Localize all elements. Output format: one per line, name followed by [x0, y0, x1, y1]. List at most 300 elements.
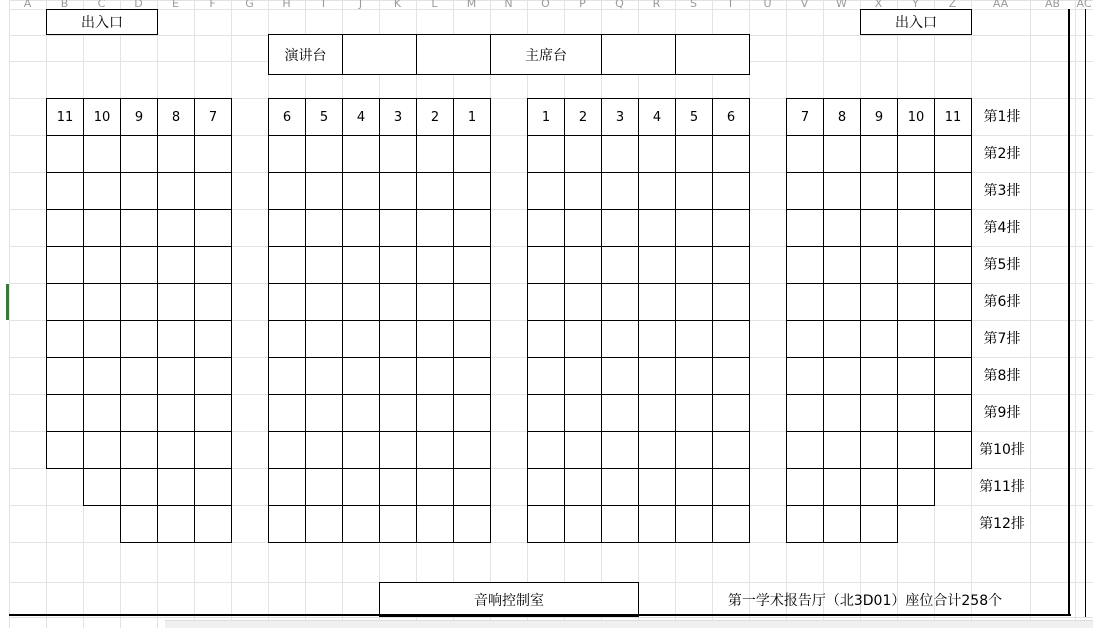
column-header-ab[interactable]: AB: [1044, 0, 1061, 9]
seat-cell: [342, 468, 380, 506]
seat-cell: [601, 135, 639, 173]
seat-cell: [120, 468, 158, 506]
gridline-vertical: [1030, 0, 1031, 628]
seat-cell: [268, 320, 306, 358]
seat-cell: [786, 357, 824, 395]
seat-cell: [897, 135, 935, 173]
row-label: 第11排: [979, 479, 1025, 495]
row-header[interactable]: [0, 260, 9, 268]
seat-cell: [305, 209, 343, 247]
seat-cell: [416, 394, 454, 432]
seat-cell: [120, 283, 158, 321]
seat-number-header: 6: [712, 98, 750, 136]
seat-cell: [120, 394, 158, 432]
seat-cell: [601, 357, 639, 395]
seat-cell: [342, 505, 380, 543]
seat-cell: [860, 320, 898, 358]
seat-cell: [897, 357, 935, 395]
seat-cell: [453, 320, 491, 358]
seat-cell: [416, 246, 454, 284]
seat-cell: [453, 172, 491, 210]
seat-cell: [157, 505, 195, 543]
row-header[interactable]: [0, 297, 9, 305]
seat-cell: [823, 135, 861, 173]
lectern-label: 演讲台: [284, 47, 327, 64]
seat-cell: [46, 394, 84, 432]
seat-cell: [46, 357, 84, 395]
seat-cell: [305, 135, 343, 173]
row-header[interactable]: [0, 14, 9, 22]
seat-number-header: 6: [268, 98, 306, 136]
seat-cell: [379, 431, 417, 469]
seat-cell: [860, 172, 898, 210]
seat-cell: [934, 431, 972, 469]
seat-cell: [712, 468, 750, 506]
seat-cell: [712, 246, 750, 284]
seat-cell: [157, 431, 195, 469]
seat-cell: [157, 246, 195, 284]
lectern-box: [268, 34, 343, 75]
seat-cell: [268, 468, 306, 506]
seat-cell: [379, 468, 417, 506]
seat-cell: [194, 357, 232, 395]
stage-cell: [416, 34, 491, 75]
seat-number-header: 3: [601, 98, 639, 136]
row-label: 第12排: [979, 516, 1025, 532]
seat-cell: [860, 357, 898, 395]
seat-cell: [305, 357, 343, 395]
seat-cell: [453, 357, 491, 395]
row-label: 第3排: [983, 183, 1021, 199]
seat-cell: [342, 394, 380, 432]
seat-cell: [675, 505, 713, 543]
seat-cell: [527, 394, 565, 432]
seat-cell: [268, 209, 306, 247]
row-label: 第10排: [979, 442, 1025, 458]
entrance-right: [860, 9, 972, 35]
row-header[interactable]: [0, 75, 9, 83]
seat-cell: [601, 505, 639, 543]
seat-cell: [897, 172, 935, 210]
seat-cell: [934, 246, 972, 284]
seat-cell: [46, 172, 84, 210]
seat-cell: [823, 209, 861, 247]
seat-cell: [897, 394, 935, 432]
seat-cell: [46, 135, 84, 173]
column-header-r[interactable]: R: [652, 0, 661, 9]
seat-cell: [675, 283, 713, 321]
seat-cell: [786, 209, 824, 247]
seat-cell: [453, 431, 491, 469]
seat-cell: [712, 394, 750, 432]
seat-cell: [453, 468, 491, 506]
seat-cell: [83, 246, 121, 284]
seat-cell: [194, 431, 232, 469]
seat-number-header: 1: [453, 98, 491, 136]
seat-cell: [712, 172, 750, 210]
seat-cell: [527, 468, 565, 506]
seat-cell: [194, 394, 232, 432]
seat-cell: [268, 394, 306, 432]
seat-cell: [416, 172, 454, 210]
seat-cell: [416, 468, 454, 506]
seat-cell: [601, 431, 639, 469]
seat-cell: [934, 172, 972, 210]
seat-cell: [564, 320, 602, 358]
seat-cell: [83, 431, 121, 469]
column-header-w[interactable]: W: [836, 0, 847, 9]
column-header-b[interactable]: B: [60, 0, 69, 9]
seat-number-header: 1: [527, 98, 565, 136]
seat-cell: [934, 394, 972, 432]
column-header-s[interactable]: S: [690, 0, 697, 9]
seat-cell: [379, 320, 417, 358]
seat-cell: [786, 283, 824, 321]
seat-cell: [453, 283, 491, 321]
seat-cell: [268, 246, 306, 284]
seat-cell: [823, 505, 861, 543]
column-header-z[interactable]: Z: [948, 0, 957, 9]
seat-number-header: 11: [934, 98, 972, 136]
column-header-y[interactable]: Y: [912, 0, 919, 9]
seat-cell: [601, 394, 639, 432]
row-header[interactable]: [0, 112, 9, 120]
seat-cell: [416, 505, 454, 543]
seat-cell: [120, 505, 158, 543]
seat-cell: [786, 246, 824, 284]
seat-cell: [46, 431, 84, 469]
column-header-j[interactable]: J: [358, 0, 363, 9]
seat-cell: [786, 505, 824, 543]
seat-cell: [268, 357, 306, 395]
seat-number-header: 8: [157, 98, 195, 136]
seat-cell: [453, 505, 491, 543]
seat-cell: [120, 135, 158, 173]
seat-cell: [83, 357, 121, 395]
column-header-d[interactable]: D: [134, 0, 143, 9]
seat-cell: [46, 320, 84, 358]
seat-cell: [120, 172, 158, 210]
stage-cell: [342, 34, 417, 75]
seat-cell: [638, 209, 676, 247]
seat-number-header: 9: [120, 98, 158, 136]
seat-cell: [897, 283, 935, 321]
seat-cell: [786, 468, 824, 506]
control-room-box: [379, 582, 639, 617]
seat-cell: [601, 246, 639, 284]
seat-cell: [120, 357, 158, 395]
column-header-c[interactable]: C: [97, 0, 106, 9]
column-header-t[interactable]: T: [727, 0, 734, 9]
gridline-vertical: [9, 0, 10, 628]
seat-cell: [601, 468, 639, 506]
seat-cell: [157, 209, 195, 247]
seat-cell: [416, 135, 454, 173]
seat-cell: [342, 209, 380, 247]
seat-cell: [564, 246, 602, 284]
row-header[interactable]: [0, 223, 9, 231]
seat-cell: [860, 135, 898, 173]
seat-cell: [342, 283, 380, 321]
seat-cell: [194, 283, 232, 321]
seat-cell: [83, 320, 121, 358]
seat-cell: [305, 172, 343, 210]
seat-cell: [564, 505, 602, 543]
seat-cell: [157, 135, 195, 173]
seat-cell: [823, 468, 861, 506]
seat-cell: [527, 246, 565, 284]
seat-cell: [934, 283, 972, 321]
seat-cell: [453, 246, 491, 284]
seat-cell: [934, 209, 972, 247]
seat-cell: [675, 172, 713, 210]
seat-cell: [157, 172, 195, 210]
seat-cell: [860, 209, 898, 247]
seat-cell: [638, 172, 676, 210]
border-bottom: [9, 614, 1071, 616]
seat-cell: [379, 209, 417, 247]
seat-cell: [379, 246, 417, 284]
seat-cell: [305, 283, 343, 321]
seat-cell: [305, 505, 343, 543]
column-header-u[interactable]: U: [763, 0, 772, 9]
seat-cell: [527, 431, 565, 469]
seat-cell: [638, 431, 676, 469]
presidium-box: [490, 34, 602, 75]
seat-cell: [934, 135, 972, 173]
column-header-f[interactable]: F: [209, 0, 216, 9]
column-header-a[interactable]: A: [23, 0, 32, 9]
entrance-left-label: 出入口: [81, 15, 123, 31]
seat-cell: [268, 172, 306, 210]
seat-cell: [860, 505, 898, 543]
seat-cell: [120, 246, 158, 284]
seat-cell: [897, 209, 935, 247]
seat-cell: [860, 246, 898, 284]
seat-cell: [157, 394, 195, 432]
column-header-h[interactable]: H: [282, 0, 291, 9]
seat-cell: [527, 135, 565, 173]
seat-cell: [268, 505, 306, 543]
seat-number-header: 8: [823, 98, 861, 136]
seat-cell: [823, 357, 861, 395]
seat-cell: [675, 394, 713, 432]
column-header-v[interactable]: V: [800, 0, 809, 9]
column-header-q[interactable]: Q: [615, 0, 624, 9]
seat-cell: [83, 394, 121, 432]
seat-cell: [638, 505, 676, 543]
seat-cell: [120, 431, 158, 469]
row-header[interactable]: [0, 149, 9, 157]
seat-cell: [305, 431, 343, 469]
seat-cell: [712, 357, 750, 395]
seat-cell: [638, 357, 676, 395]
seat-cell: [379, 172, 417, 210]
column-header-i[interactable]: I: [321, 0, 326, 9]
gridline-vertical: [1075, 0, 1076, 628]
seat-cell: [564, 209, 602, 247]
seat-cell: [712, 283, 750, 321]
seat-cell: [83, 468, 121, 506]
seat-cell: [564, 394, 602, 432]
seat-cell: [897, 246, 935, 284]
seat-cell: [675, 431, 713, 469]
row-header[interactable]: [0, 445, 9, 453]
seat-cell: [268, 283, 306, 321]
seat-cell: [342, 246, 380, 284]
seat-cell: [342, 172, 380, 210]
seat-cell: [379, 283, 417, 321]
seat-cell: [934, 320, 972, 358]
seat-cell: [120, 209, 158, 247]
seat-cell: [823, 283, 861, 321]
seat-cell: [157, 468, 195, 506]
seat-cell: [453, 209, 491, 247]
seat-cell: [860, 468, 898, 506]
seat-cell: [416, 209, 454, 247]
seat-cell: [46, 246, 84, 284]
seat-cell: [712, 320, 750, 358]
seat-cell: [638, 246, 676, 284]
seat-cell: [897, 320, 935, 358]
seat-cell: [46, 283, 84, 321]
seat-cell: [897, 431, 935, 469]
seat-cell: [194, 505, 232, 543]
row-header[interactable]: [0, 371, 9, 379]
seat-cell: [305, 394, 343, 432]
column-header-k[interactable]: K: [393, 0, 402, 9]
seat-cell: [379, 505, 417, 543]
row-label: 第1排: [983, 109, 1021, 125]
column-header-g[interactable]: G: [245, 0, 254, 9]
seat-cell: [564, 357, 602, 395]
seat-cell: [638, 320, 676, 358]
seat-cell: [342, 320, 380, 358]
seat-cell: [934, 357, 972, 395]
seat-cell: [860, 283, 898, 321]
seat-cell: [638, 394, 676, 432]
seat-total-caption: 第一学术报告厅（北3D01）座位合计258个: [727, 593, 1003, 609]
column-header-e[interactable]: E: [172, 0, 179, 9]
seat-cell: [416, 357, 454, 395]
seat-cell: [675, 209, 713, 247]
seat-cell: [194, 172, 232, 210]
row-header[interactable]: [0, 556, 9, 564]
seat-cell: [564, 283, 602, 321]
row-header[interactable]: [0, 23, 9, 31]
seat-cell: [527, 357, 565, 395]
seat-cell: [379, 357, 417, 395]
horizontal-scrollbar[interactable]: [165, 620, 1093, 628]
border-right: [1068, 9, 1070, 616]
row-header[interactable]: [0, 186, 9, 194]
seat-cell: [83, 283, 121, 321]
column-header-o[interactable]: O: [541, 0, 550, 9]
seat-cell: [786, 431, 824, 469]
stage-cell: [675, 34, 750, 75]
seat-cell: [638, 135, 676, 173]
seat-cell: [416, 283, 454, 321]
seat-cell: [564, 135, 602, 173]
seat-cell: [675, 357, 713, 395]
seat-cell: [712, 505, 750, 543]
row-label: 第5排: [983, 257, 1021, 273]
seat-cell: [675, 246, 713, 284]
row-header[interactable]: [0, 334, 9, 342]
seat-cell: [416, 431, 454, 469]
seat-cell: [712, 209, 750, 247]
seat-cell: [342, 431, 380, 469]
row-header[interactable]: [0, 49, 9, 57]
seat-cell: [305, 246, 343, 284]
column-header-n[interactable]: N: [504, 0, 513, 9]
presidium-label: 主席台: [525, 47, 567, 64]
seat-cell: [675, 135, 713, 173]
seat-cell: [527, 505, 565, 543]
seat-cell: [527, 209, 565, 247]
seat-cell: [194, 468, 232, 506]
seat-cell: [453, 394, 491, 432]
seat-cell: [786, 135, 824, 173]
seat-cell: [860, 394, 898, 432]
seat-cell: [305, 468, 343, 506]
seat-cell: [342, 357, 380, 395]
stage-cell: [601, 34, 676, 75]
seat-number-header: 3: [379, 98, 417, 136]
seat-cell: [601, 209, 639, 247]
seat-cell: [194, 320, 232, 358]
seat-cell: [83, 135, 121, 173]
seat-number-header: 10: [897, 98, 935, 136]
seat-cell: [786, 172, 824, 210]
seat-cell: [194, 135, 232, 173]
seat-cell: [305, 320, 343, 358]
column-header-x[interactable]: X: [874, 0, 883, 9]
column-header-m[interactable]: M: [466, 0, 477, 9]
seat-cell: [786, 320, 824, 358]
seat-cell: [83, 172, 121, 210]
seat-cell: [712, 135, 750, 173]
column-header-ac[interactable]: AC: [1076, 0, 1092, 9]
seat-cell: [823, 431, 861, 469]
seat-cell: [157, 320, 195, 358]
seat-cell: [564, 172, 602, 210]
seat-number-header: 2: [564, 98, 602, 136]
seat-cell: [527, 283, 565, 321]
column-header-p[interactable]: P: [579, 0, 586, 9]
column-header-aa[interactable]: AA: [992, 0, 1009, 9]
seat-cell: [194, 246, 232, 284]
seat-cell: [453, 135, 491, 173]
seat-cell: [564, 431, 602, 469]
column-header-l[interactable]: L: [431, 0, 438, 9]
seat-cell: [601, 320, 639, 358]
seat-cell: [379, 394, 417, 432]
seat-cell: [675, 320, 713, 358]
seat-cell: [823, 172, 861, 210]
seat-cell: [46, 209, 84, 247]
entrance-left: [46, 9, 158, 35]
row-header[interactable]: [0, 408, 9, 416]
seat-cell: [379, 135, 417, 173]
seat-cell: [823, 320, 861, 358]
row-label: 第7排: [983, 331, 1021, 347]
seat-number-header: 5: [305, 98, 343, 136]
row-header[interactable]: [0, 519, 9, 527]
seat-cell: [527, 172, 565, 210]
row-header[interactable]: [0, 482, 9, 490]
border-far-right: [1085, 9, 1086, 617]
